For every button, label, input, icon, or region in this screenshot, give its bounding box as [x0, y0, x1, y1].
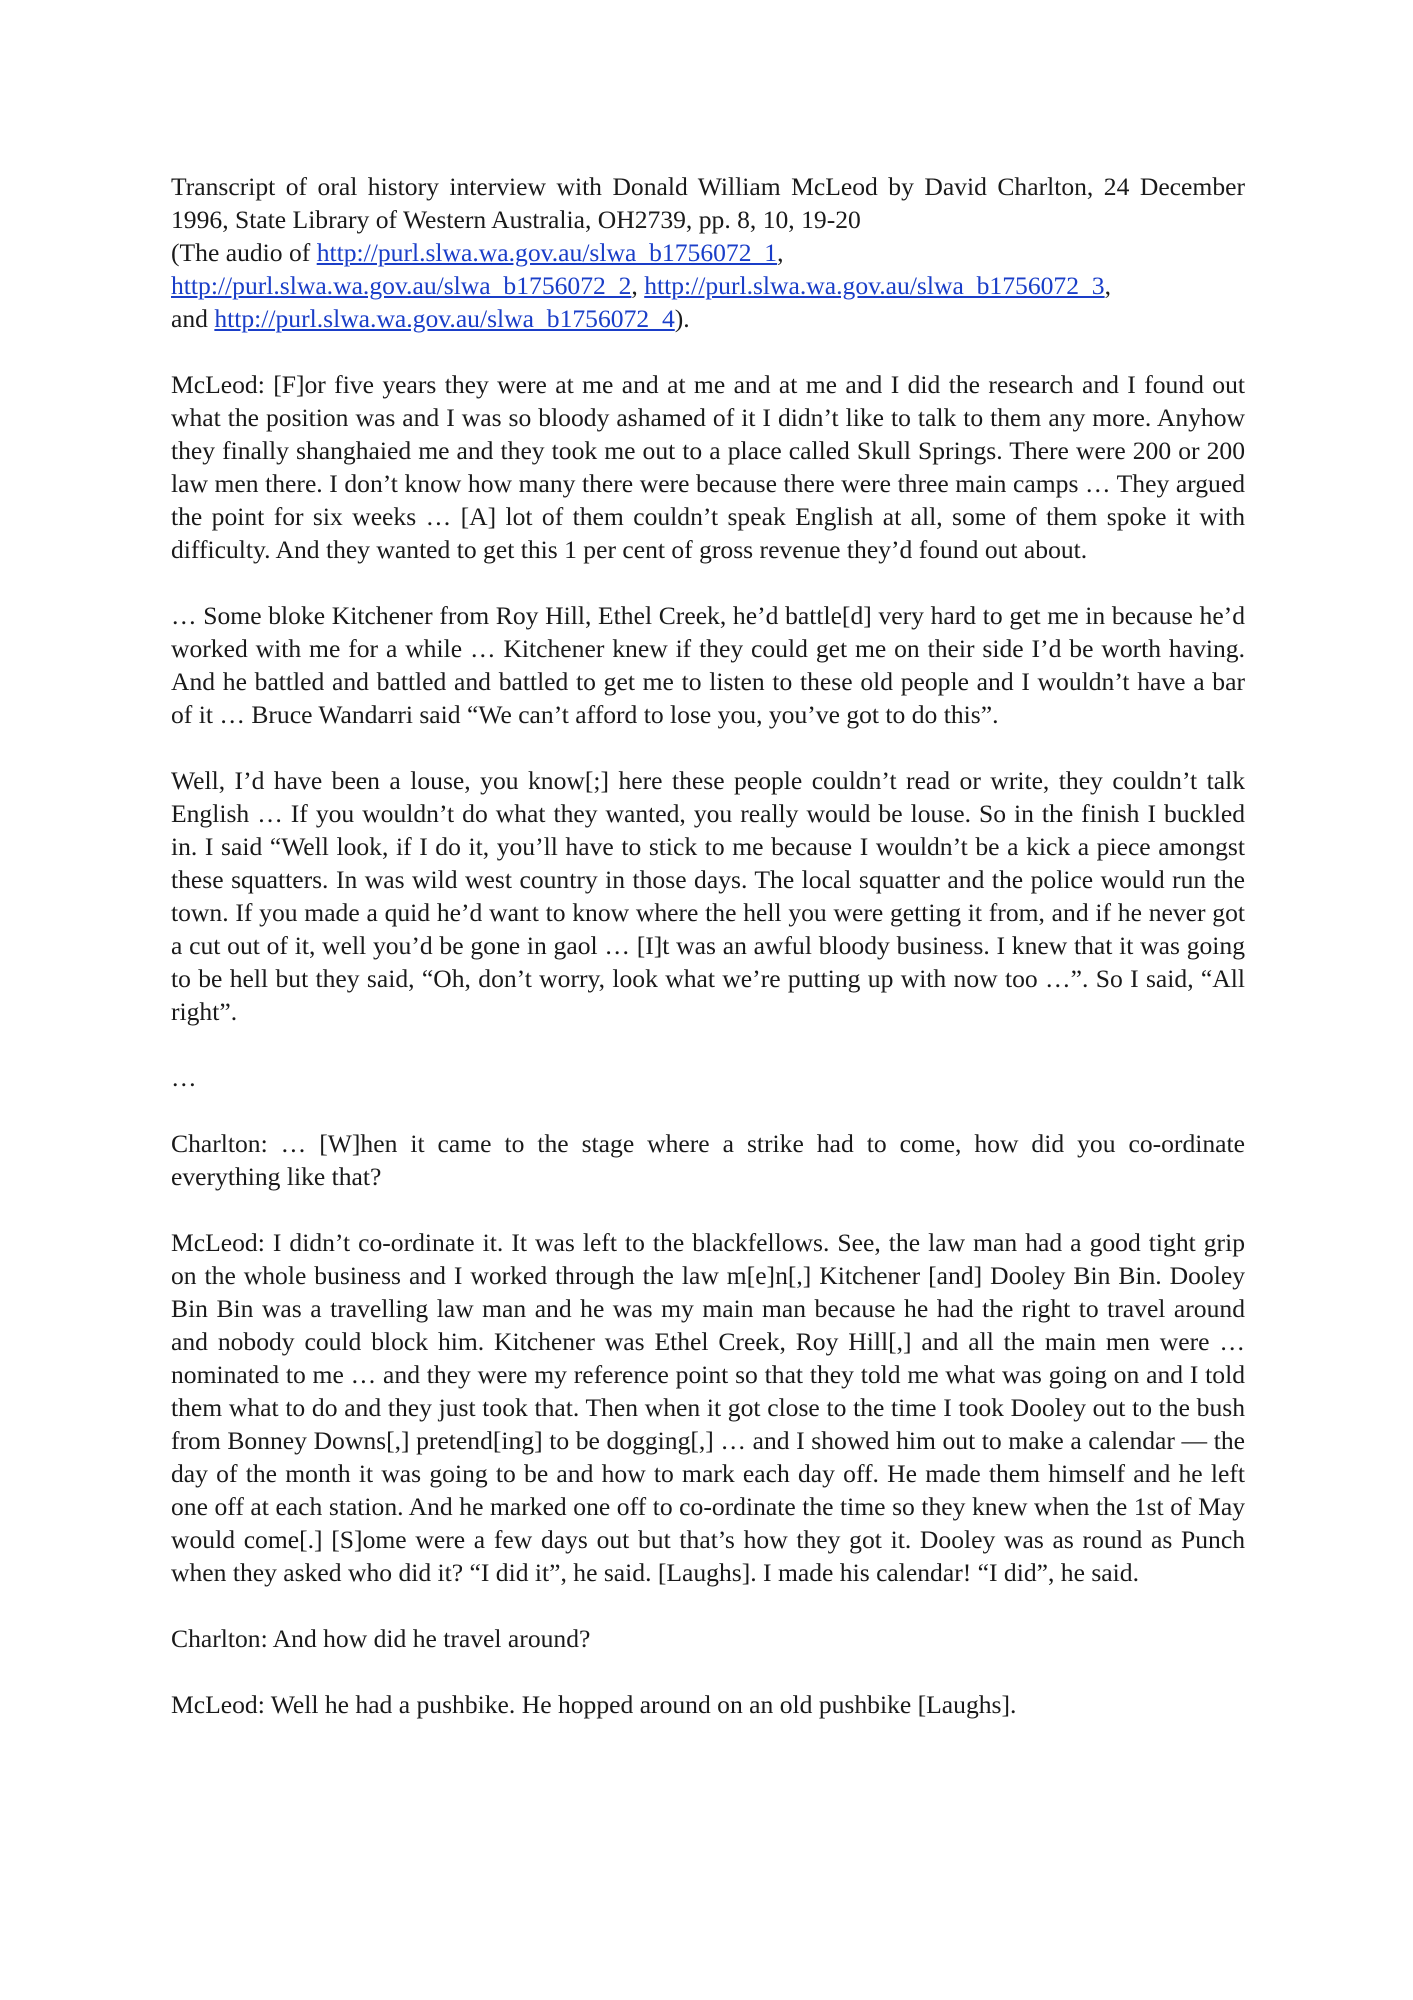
audio-suffix: ).: [674, 304, 690, 333]
citation-text: Transcript of oral history interview with Donald William McLeod by David Charlton, 24 December 1996, State Library of Western Australia, OH2739, pp. 8, 10, 19-20: [171, 172, 1245, 234]
ellipsis-break: …: [171, 1063, 197, 1092]
paragraph-louse: Well, I’d have been a louse, you know[;] here these people couldn’t read or write, they couldn’t talk English … If you wouldn’t do what they wanted, you really would be louse. So in the finish I buckled in. I said “Well look, if I do it, you’ll have to stick to me because I wouldn’t be a kick a piece amongst these squatters. In was wild west country in those days. The local squatter and the police would run the town. If you made a quid he’d want to know where the hell you were getting it from, and if he never got a cut out of it, well you’d be gone in gaol … [I]t was an awful bloody business. I knew that it was going to be hell but they said, “Oh, don’t worry, look what we’re putting up with now too …”. So I said, “All right”.: [171, 766, 1245, 1026]
audio-link-3[interactable]: http://purl.slwa.wa.gov.au/slwa_b1756072_3: [644, 271, 1105, 300]
and-text: and: [171, 304, 215, 333]
audio-link-4[interactable]: http://purl.slwa.wa.gov.au/slwa_b1756072_4: [214, 304, 675, 333]
separator: ,: [631, 271, 645, 300]
audio-link-2[interactable]: http://purl.slwa.wa.gov.au/slwa_b1756072_2: [171, 271, 632, 300]
paragraph-mcleod-pushbike: McLeod: Well he had a pushbike. He hopped around on an old pushbike [Laughs].: [171, 1690, 1017, 1719]
header-block: [171, 170, 1245, 335]
audio-prefix: (The audio of: [171, 238, 317, 267]
audio-link-1[interactable]: http://purl.slwa.wa.gov.au/slwa_b1756072_1: [316, 238, 778, 267]
document-page: [171, 170, 1245, 1721]
separator: ,: [1104, 271, 1112, 300]
paragraph-charlton-question: Charlton: … [W]hen it came to the stage where a strike had to come, how did you co-ordinate everything like that?: [171, 1129, 1245, 1191]
paragraph-charlton-travel: Charlton: And how did he travel around?: [171, 1624, 591, 1653]
separator: ,: [777, 238, 784, 267]
paragraph-mcleod-coordinate: McLeod: I didn’t co-ordinate it. It was left to the blackfellows. See, the law man had a good tight grip on the whole business and I worked through the law m[e]n[,] Kitchener [and] Dooley Bin Bin. Dooley Bin Bin was a travelling law man and he was my main man because he had the right to travel around and nobody could block him. Kitchener was Ethel Creek, Roy Hill[,] and all the main men were … nominated to me … and they were my reference point so that they told me what was going on and I told them what to do and they just took that. Then when it got close to the time I took Dooley out to the bush from Bonney Downs[,] pretend[ing] to be dogging[,] … and I showed him out to make a calendar — the day of the month it was going to be and how to mark each day off. He made them himself and he left one off at each station. And he marked one off to co-ordinate the time so they knew when the 1st of May would come[.] [S]ome were a few days out but that’s how they got it. Dooley was as round as Punch when they asked who did it? “I did it”, he said. [Laughs]. I made his calendar! “I did”, he said.: [171, 1228, 1245, 1587]
paragraph-kitchener: … Some bloke Kitchener from Roy Hill, Ethel Creek, he’d battle[d] very hard to get me in because he’d worked with me for a while … Kitchener knew if they could get me on their side I’d be worth having. And he battled and battled and battled to get me to listen to these old people and I wouldn’t have a bar of it … Bruce Wandarri said “We can’t afford to lose you, you’ve got to do this”.: [171, 601, 1245, 729]
paragraph-mcleod-1: McLeod: [F]or five years they were at me and at me and at me and I did the research and I found out what the position was and I was so bloody ashamed of it I didn’t like to talk to them any more. Anyhow they finally shanghaied me and they took me out to a place called Skull Springs. There were 200 or 200 law men there. I don’t know how many there were because there were three main camps … They argued the point for six weeks … [A] lot of them couldn’t speak English at all, some of them spoke it with difficulty. And they wanted to get this 1 per cent of gross revenue they’d found out about.: [171, 370, 1245, 564]
